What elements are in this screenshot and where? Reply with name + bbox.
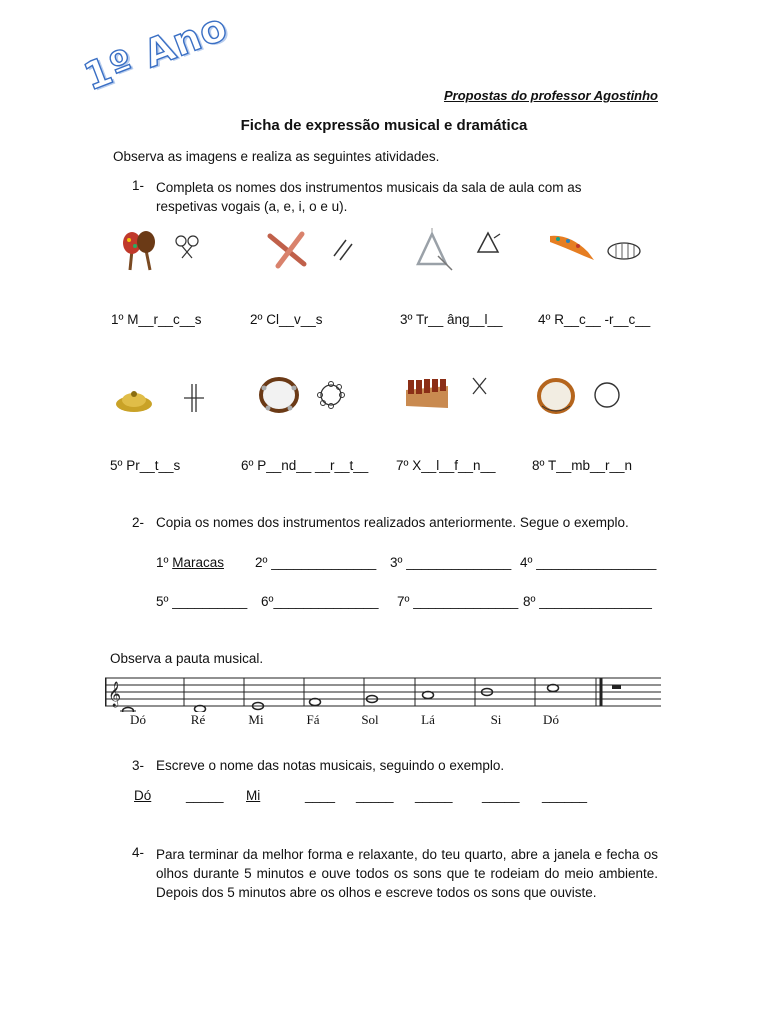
whole-rest-icon [612, 685, 621, 689]
instrument-label-4: 4º R__c__ -r__c__ [538, 312, 651, 327]
cymbals-drawing-icon [182, 382, 206, 414]
note-answer-8[interactable]: ______ [542, 788, 588, 803]
xylophone-drawing-icon [470, 376, 490, 396]
reco-reco-drawing-icon [606, 240, 644, 262]
staff-note-label: Ré [190, 712, 206, 727]
copy-answer-8[interactable]: 8º _______________ [523, 594, 652, 609]
copy-answer-1: 1º Maracas [156, 555, 224, 570]
question-4-number: 4- [132, 845, 145, 860]
question-3-number: 3- [132, 758, 145, 773]
note-answer-4[interactable]: ____ [305, 788, 336, 803]
tambourine-drawing-icon [316, 380, 346, 410]
copy-answer-5[interactable]: 5º __________ [156, 594, 248, 609]
staff-note-label: Fá [306, 712, 320, 727]
instrument-label-5: 5º Pr__t__s [110, 458, 181, 473]
drum-drawing-icon [592, 380, 622, 410]
note-answer-6[interactable]: _____ [415, 788, 453, 803]
note-la [423, 692, 434, 699]
treble-clef-icon: 𝄞 [108, 682, 122, 707]
copy-answer-3[interactable]: 3º ______________ [390, 555, 512, 570]
question-2-number: 2- [132, 515, 145, 530]
staff-note-label: Si [490, 712, 502, 727]
claves-photo-icon [266, 230, 310, 270]
copy-answer-2[interactable]: 2º ______________ [255, 555, 377, 570]
instrument-label-6: 6º P__nd__ __r__t__ [241, 458, 369, 473]
note-answer-2[interactable]: _____ [186, 788, 224, 803]
instrument-label-3: 3º Tr__ âng__l__ [400, 312, 503, 327]
maracas-photo-icon [118, 228, 160, 272]
staff-note-label: Sol [361, 712, 379, 727]
note-do-high [548, 685, 559, 692]
copy-answer-6[interactable]: 6º______________ [261, 594, 379, 609]
staff-note-label: Dó [130, 712, 146, 727]
xylophone-photo-icon [404, 376, 450, 410]
question-2-text: Copia os nomes dos instrumentos realizados anteriormente. Segue o exemplo. [156, 515, 629, 530]
cymbals-photo-icon [114, 382, 154, 416]
music-staff [105, 676, 665, 712]
note-answer-3: Mi [246, 788, 261, 803]
drum-photo-icon [536, 376, 576, 416]
instrument-label-8: 8º T__mb__r__n [532, 458, 632, 473]
question-1-text: Completa os nomes dos instrumentos musicais da sala de aula com as respetivas vogais (a, e, i, o e u). [156, 180, 582, 214]
triangle-photo-icon [412, 226, 454, 272]
maracas-drawing-icon [174, 234, 200, 260]
intro-text: Observa as imagens e realiza as seguintes atividades. [113, 149, 440, 164]
question-4-text: Para terminar da melhor forma e relaxante, do teu quarto, abre a janela e fecha os olhos durante 5 minutos e ouve todos os sons que te rodeiam do meio ambiente. Depois dos 5 minutos abre os olhos e escreve todos os sons que ouviste. [156, 847, 658, 900]
staff-intro: Observa a pauta musical. [110, 651, 264, 666]
note-fa [310, 699, 321, 706]
claves-drawing-icon [332, 236, 356, 262]
question-1-number: 1- [132, 178, 145, 193]
staff-note-label: Mi [248, 712, 264, 727]
staff-note-label: Lá [421, 712, 435, 727]
note-answer-1: Dó [134, 788, 152, 803]
tambourine-photo-icon [258, 376, 300, 416]
instrument-label-1: 1º M__r__c__s [111, 312, 202, 327]
triangle-drawing-icon [476, 230, 502, 256]
page-title: Ficha de expressão musical e dramática [240, 117, 528, 134]
staff-note-label: Dó [543, 712, 559, 727]
reco-reco-photo-icon [548, 230, 598, 266]
author-line: Propostas do professor Agostinho [443, 88, 658, 103]
instrument-label-2: 2º Cl__v__s [250, 312, 323, 327]
question-3-text: Escreve o nome das notas musicais, seguindo o exemplo. [156, 758, 505, 773]
copy-answer-7[interactable]: 7º ______________ [397, 594, 519, 609]
instrument-label-7: 7º X__l__f__n__ [396, 458, 496, 473]
grade-badge: 1º Ano [78, 4, 234, 100]
note-answer-7[interactable]: _____ [482, 788, 520, 803]
copy-answer-4[interactable]: 4º ________________ [520, 555, 657, 570]
note-answer-5[interactable]: _____ [356, 788, 394, 803]
